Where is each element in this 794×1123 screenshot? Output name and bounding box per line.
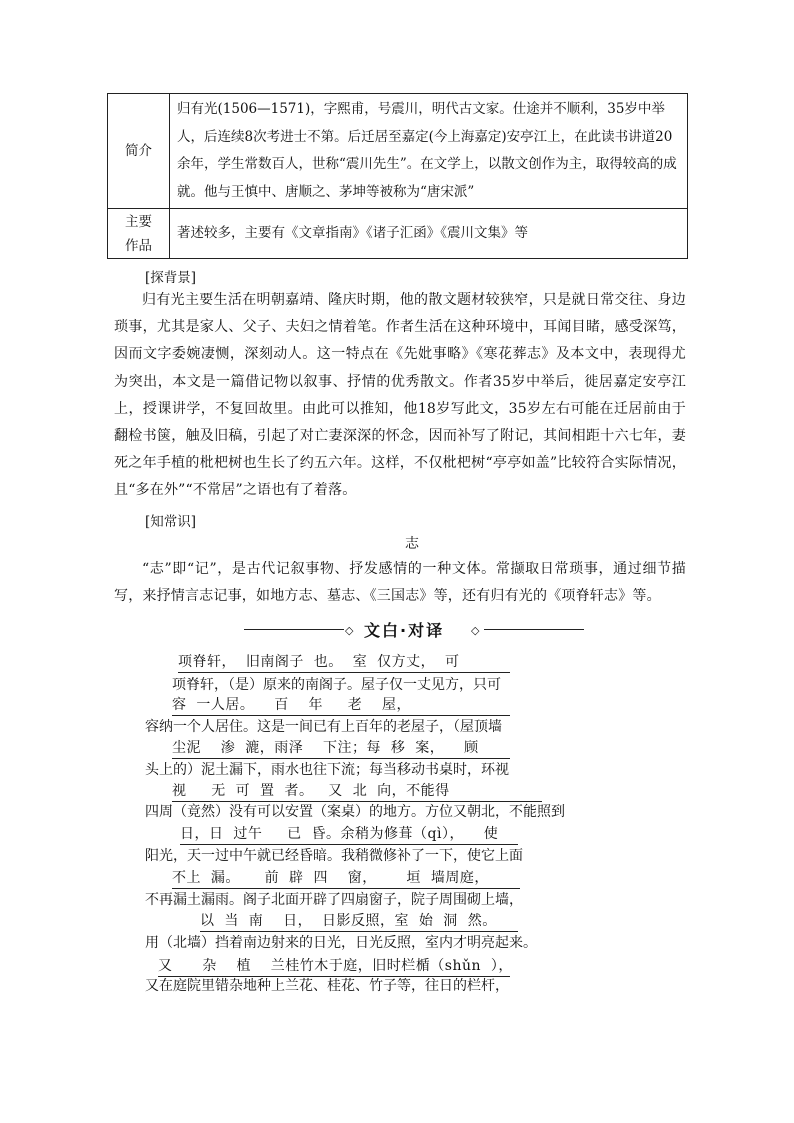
original-line-6: 不上 漏。 前 辟 四 窗， 垣 墙周庭， [172, 868, 520, 889]
translation-line-7: 用（北墙）挡着南边射来的日光，日光反照，室内才明亮起来。 [145, 935, 537, 951]
diamond-icon: ◇ [345, 624, 354, 637]
original-line-4: 视 无 可 置 者。 又 北 向，不能得 [172, 781, 542, 802]
translation-line-2: 容纳一个人居住。这是一间已有上百年的老屋子，（屋顶墙 [145, 719, 502, 735]
original-line-1: 项脊轩， 旧南阁子 也。 室 仅方丈， 可 [178, 652, 510, 673]
translation-line-1: 项脊轩，（是）原来的南阁子。屋子仅一丈见方，只可 [172, 677, 501, 693]
translation-line-6: 不再漏土漏雨。阁子北面开辟了四扇窗子，院子周围砌上墙， [145, 892, 523, 908]
translation-line-5: 阳光，天一过中午就已经昏暗。我稍微修补了一下，使它上面 [145, 848, 523, 864]
translation-line-3: 头上的）泥土漏下，雨水也往下流；每当移动书桌时，环视 [145, 762, 509, 778]
translation-line-4: 四周（竟然）没有可以安置（案桌）的地方。方位又朝北，不能照到 [145, 804, 565, 820]
row-label-works-text: 主要作品 [125, 213, 152, 254]
original-line-2: 容 一人居。 百 年 老 屋， [172, 695, 510, 716]
row-content-intro: 归有光(1506—1571)，字熙甫，号震川，明代古文家。仕途并不顺利，35岁中举人，后连续8次考进士不第。后迁居至嘉定(今上海嘉定)安亭江上，在此读书讲道20余年，学生常数百人，世称“震川先生”。在文学上，以散文创作为主，取得较高的成就。他与王慎中、唐顺之、茅坤等被称为“唐宋派” [170, 94, 688, 209]
heading-rule-right [484, 629, 584, 630]
knowledge-tag: [知常识] [145, 514, 197, 530]
background-paragraph: 归有光主要生活在明朝嘉靖、隆庆时期，他的散文题材较狭窄，只是就日常交往、身边琐事，尤其是家人、父子、夫妇之情着笔。作者生活在这种环境中，耳闻目睹，感受深笃，因而文字委婉凄恻，深刻动人。这一特点在《先妣事略》《寒花葬志》及本文中，表现得尤为突出，本文是一篇借记物以叙事、抒情的优秀散文。作者35岁中举后，徙居嘉定安亭江上，授课讲学，不复回故里。由此可以推知，他18岁写此文，35岁左右可能在迁居前由于翻检书箧，触及旧稿，引起了对亡妻深深的怀念，因而补写了附记，其间相距十六七年，妻死之年手植的枇杷树也生长了约五六年。这样，不仅枇杷树“亭亭如盖”比较符合实际情况，且“多在外”“不常居”之语也有了着落。 [114, 292, 686, 499]
original-line-5: 日，日 过午 已 昏。余稍为修葺（qì）， 使 [180, 824, 518, 845]
diamond-icon: ◇ [471, 624, 480, 637]
heading-rule-left [244, 629, 344, 630]
row-label-works [108, 209, 170, 259]
knowledge-title: 志 [405, 536, 419, 552]
translation-line-8: 又在庭院里错杂地种上兰花、桂花、竹子等，往日的栏杆， [145, 978, 509, 994]
original-line-7: 以 当 南 日， 日影反照，室 始 洞 然。 [200, 911, 518, 932]
author-info-table [107, 93, 688, 259]
original-line-8: 又 杂 植 兰桂竹木于庭，旧时栏楯（shǔn ）， [158, 956, 510, 977]
row-content-works: 著述较多，主要有《文章指南》《诸子汇函》《震川文集》等 [170, 209, 688, 259]
background-tag: [探背景] [145, 270, 197, 286]
row-label-intro: 简介 [108, 94, 170, 209]
section-heading [244, 618, 584, 642]
knowledge-paragraph: “志”即“记”，是古代记叙事物、抒发感情的一种文体。常撷取日常琐事，通过细节描写，来抒情言志记事，如地方志、墓志、《三国志》等，还有归有光的《项脊轩志》等。 [114, 561, 686, 605]
section-heading-text: 文白·对译 [364, 621, 445, 640]
table-row [108, 94, 688, 209]
original-line-3: 尘泥 渗 漉，雨泽 下注；每 移 案， 顾 [172, 738, 510, 759]
table-row [108, 209, 688, 259]
